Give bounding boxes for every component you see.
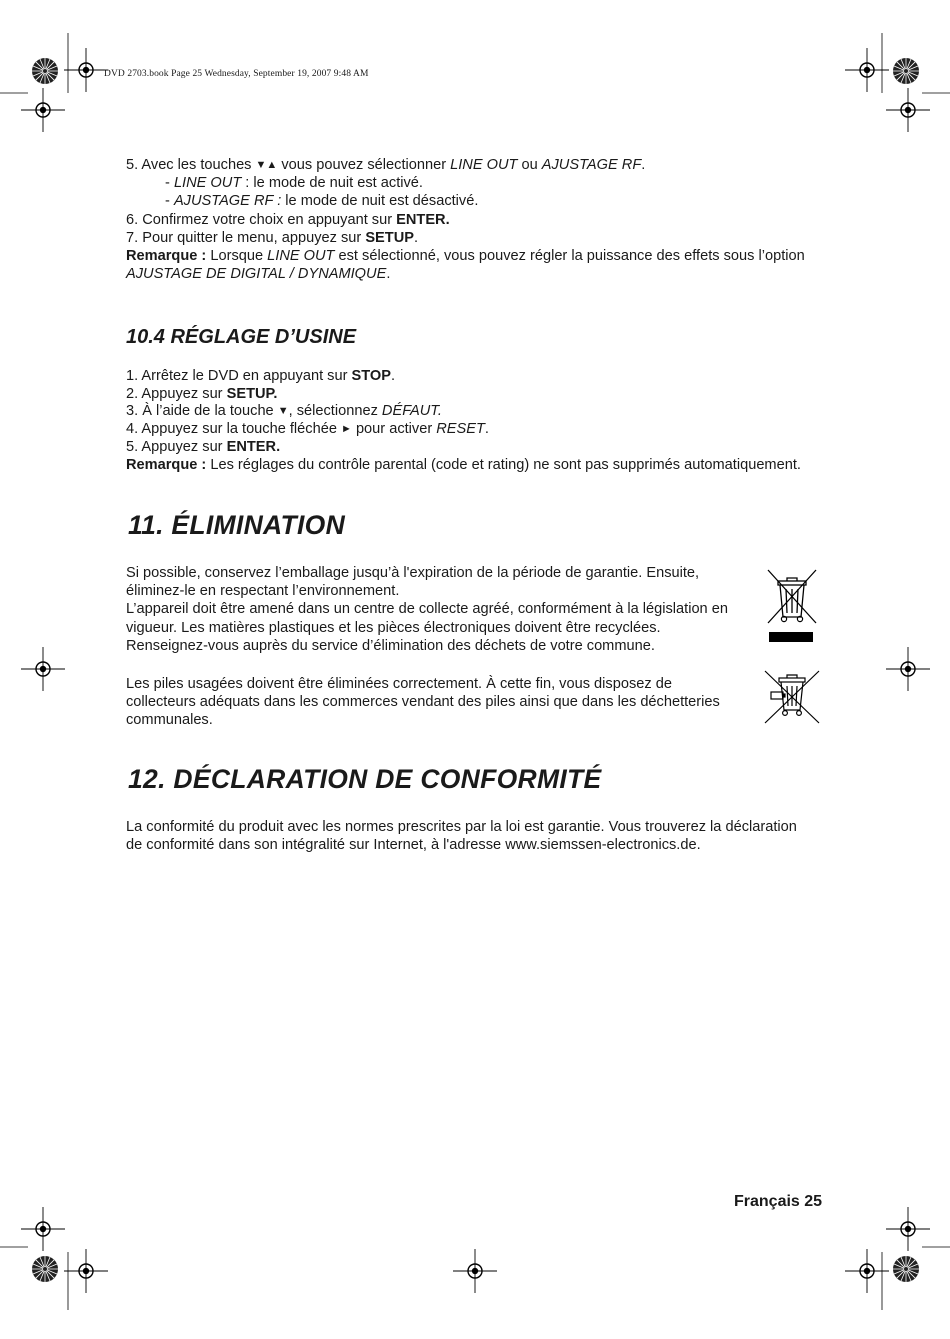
registration-star-icon	[32, 1256, 58, 1282]
right-arrow-icon: ►	[341, 423, 352, 435]
reset-step-1: 1. Arrêtez le DVD en appuyant sur STOP.	[126, 368, 396, 384]
down-up-arrows-icon: ▼▲	[255, 159, 278, 171]
registration-cross-icon	[886, 647, 930, 691]
registration-cross-icon	[886, 88, 930, 132]
section-heading-conformity: 12. DÉCLARATION DE CONFORMITÉ	[128, 764, 602, 794]
registration-cross-icon	[886, 1207, 930, 1251]
registration-cross-icon	[64, 48, 108, 92]
note-parental-control: Remarque : Les réglages du contrôle parental (code et rating) ne sont pas supprimés automatiquement.	[126, 457, 801, 473]
bullet-line-out: - LINE OUT : le mode de nuit est activé.	[165, 175, 423, 191]
conformity-paragraph: La conformité du produit avec les normes prescrites par la loi est garantie. Vous trouverez la déclaration de conformité dans son intégralité sur Internet, à l'adresse www.siemssen-electronics.de.	[126, 819, 797, 854]
registration-star-icon	[893, 58, 919, 84]
registration-star-icon	[32, 58, 58, 84]
step-number: 5.	[126, 157, 139, 173]
reset-step-3: 3. À l’aide de la touche ▼, sélectionnez DÉFAUT.	[126, 403, 442, 419]
registration-cross-icon	[21, 88, 65, 132]
bullet-ajustage-rf: - AJUSTAGE RF : le mode de nuit est désactivé.	[165, 193, 479, 209]
registration-star-icon	[893, 1256, 919, 1282]
registration-cross-icon	[21, 647, 65, 691]
registration-cross-icon	[64, 1249, 108, 1293]
page-number: Français 25	[734, 1193, 823, 1210]
note-line-out-continued: AJUSTAGE DE DIGITAL / DYNAMIQUE.	[126, 266, 391, 282]
note-line-out: Remarque : Lorsque LINE OUT est sélectionné, vous pouvez régler la puissance des effets sous l’option	[126, 248, 805, 264]
disposal-paragraph-2: Les piles usagées doivent être éliminées correctement. À cette fin, vous disposez de collecteurs adéquats dans les commerces vendant des piles ainsi que dans les déchetteries communales.	[126, 676, 720, 729]
down-arrow-icon: ▼	[277, 405, 289, 417]
registration-cross-icon	[845, 1249, 889, 1293]
section-heading-factory-reset: 10.4 RÉGLAGE D’USINE	[126, 326, 357, 348]
weee-bin-icon	[764, 568, 820, 644]
battery-bin-icon	[762, 668, 822, 726]
reset-step-5: 5. Appuyez sur ENTER.	[126, 439, 281, 455]
disposal-paragraph-1: Si possible, conservez l’emballage jusqu’à l'expiration de la période de garantie. Ensuite, éliminez-le en respectant l’environnement. L’appareil doit être amené dans un centre de collecte agréé, conformément à la législation en vigueur. Les matières plastiques et les pièces électroniques doivent être recyclées. Renseignez-vous auprès du service d’élimination des déchets de votre commune.	[126, 565, 728, 654]
registration-cross-icon	[453, 1249, 497, 1293]
section-heading-disposal: 11. ÉLIMINATION	[128, 510, 346, 540]
registration-cross-icon	[21, 1207, 65, 1251]
step-6-confirm: 6. Confirmez votre choix en appuyant sur ENTER.	[126, 212, 450, 228]
reset-step-4: 4. Appuyez sur la touche fléchée ► pour activer RESET.	[126, 421, 489, 437]
book-header: DVD 2703.book Page 25 Wednesday, September 19, 2007 9:48 AM	[104, 69, 369, 79]
registration-cross-icon	[845, 48, 889, 92]
reset-step-2: 2. Appuyez sur SETUP.	[126, 386, 278, 402]
step-7-exit: 7. Pour quitter le menu, appuyez sur SETUP.	[126, 230, 419, 246]
step-5-select: 5. Avec les touches ▼▲ vous pouvez sélectionner LINE OUT ou AJUSTAGE RF.	[126, 157, 646, 173]
